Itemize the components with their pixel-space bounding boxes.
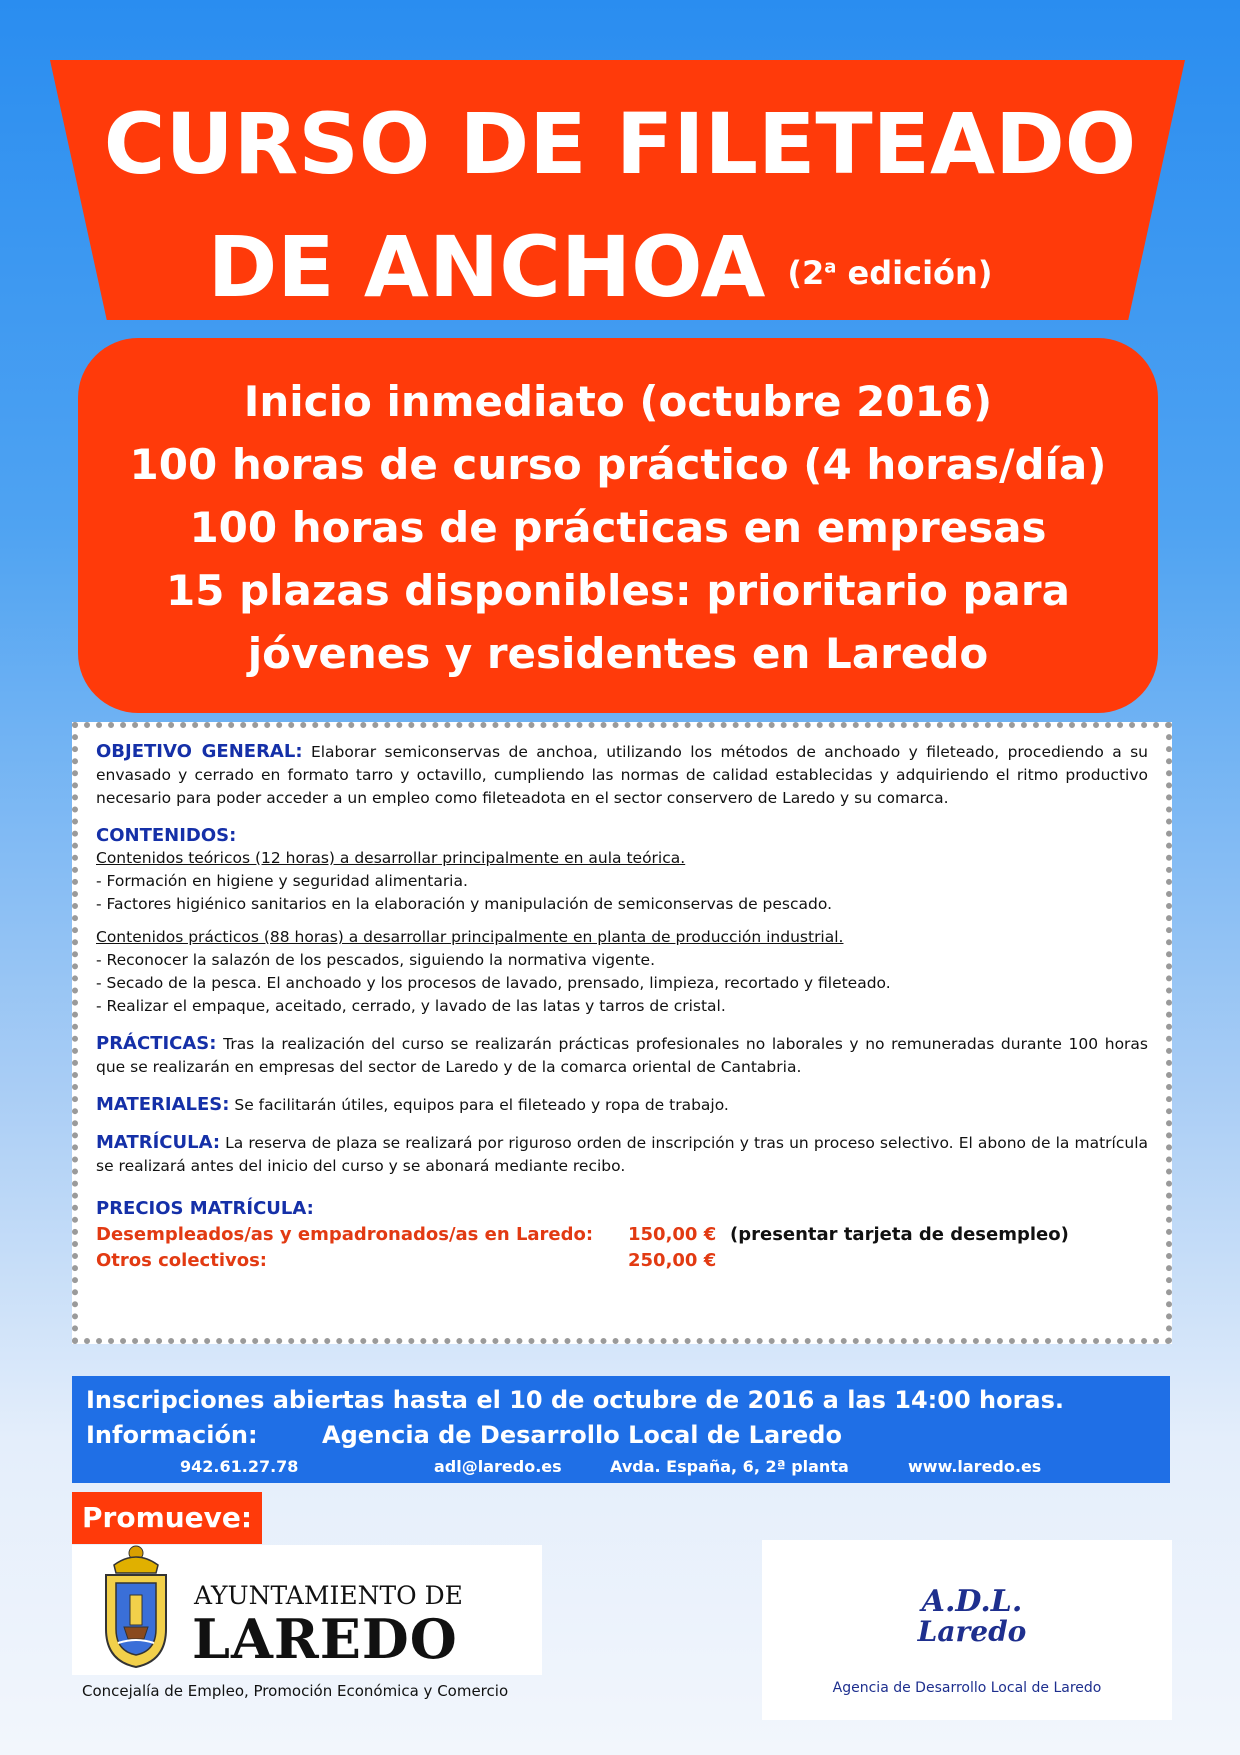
price-note: (presentar tarjeta de desempleo) (730, 1224, 1069, 1245)
price-value: 250,00 € (628, 1250, 717, 1271)
course-title-anchoa: DE ANCHOA (207, 218, 766, 316)
deadline-text: Inscripciones abiertas hasta el 10 de octubre de 2016 a las 14:00 horas. (86, 1386, 1065, 1414)
matricula-label: MATRÍCULA: (96, 1132, 221, 1153)
ayuntamiento-title: AYUNTAMIENTO DE (194, 1581, 463, 1610)
teoricos-item: - Factores higiénico sanitarios en la elaboración y manipulación de semiconservas de pescado. (96, 895, 833, 913)
price-category: Desempleados/as y empadronados/as en Laredo: (96, 1224, 594, 1245)
email-link[interactable]: adl@laredo.es (434, 1457, 562, 1476)
precios-section (96, 1196, 1148, 1274)
practicas-text: Tras la realización del curso se realizarán prácticas profesionales no laborales y no remuneradas durante 100 horas que se realizarán en empresas del sector de Laredo y de la comarca oriental de Cantabria. (96, 1035, 1148, 1076)
precios-label: PRECIOS MATRÍCULA: (96, 1198, 314, 1219)
materiales-section (96, 1093, 1148, 1117)
edition-label: (2$^a$ edición) (787, 254, 993, 293)
price-category: Otros colectivos: (96, 1250, 267, 1271)
details-content (96, 740, 1148, 1274)
highlights-list (78, 370, 1158, 685)
course-title-line1: CURSO DE FILETEADO (103, 95, 1137, 193)
adl-caption: Agencia de Desarrollo Local de Laredo (832, 1680, 1102, 1696)
price-value: 150,00 € (628, 1224, 717, 1245)
highlight-line: Inicio inmediato (octubre 2016) (243, 377, 993, 426)
highlight-line: 100 horas de prácticas en empresas (189, 503, 1047, 552)
practicos-item: - Realizar el empaque, aceitado, cerrado, y lavado de las latas y tarros de cristal. (96, 997, 726, 1015)
info-label: Información: (86, 1421, 258, 1449)
highlight-line: jóvenes y residentes en Laredo (247, 629, 989, 678)
promueve-label: Promueve: (72, 1492, 262, 1544)
highlight-line: 100 horas de curso práctico (4 horas/día) (129, 440, 1107, 489)
contenidos-label: CONTENIDOS: (96, 825, 237, 846)
address-text: Avda. España, 6, 2ª planta (610, 1457, 849, 1476)
ayuntamiento-logo (72, 1545, 542, 1675)
teoricos-item: - Formación en higiene y seguridad alimentaria. (96, 872, 468, 890)
practicos-heading: Contenidos prácticos (88 horas) a desarrollar principalmente en planta de producción industrial. (96, 928, 844, 946)
price-row (96, 1248, 1148, 1274)
objetivo-section (96, 740, 1148, 810)
materiales-label: MATERIALES: (96, 1094, 230, 1115)
objetivo-text: Elaborar semiconservas de anchoa, utilizando los métodos de anchoado y fileteado, procediendo a su envasado y cerrado en formato tarro y octavillo, cumpliendo las normas de calidad establecidas y adquiriendo el ritmo productivo necesario para poder acceder a un empleo como fileteadota en el sector conservero de Laredo y su comarca. (96, 743, 1148, 807)
price-row (96, 1222, 1148, 1248)
coat-of-arms-icon (86, 1543, 186, 1671)
teoricos-heading: Contenidos teóricos (12 horas) a desarrollar principalmente en aula teórica. (96, 849, 686, 867)
website-link[interactable]: www.laredo.es (908, 1457, 1042, 1476)
contenidos-section (96, 824, 1148, 1018)
agency-name: Agencia de Desarrollo Local de Laredo (322, 1421, 842, 1449)
materiales-text: Se facilitarán útiles, equipos para el fileteado y ropa de trabajo. (234, 1096, 729, 1114)
ayuntamiento-name: LAREDO (192, 1607, 458, 1671)
adl-logo-panel (762, 1540, 1172, 1720)
adl-logo-line2: Laredo (917, 1615, 1027, 1648)
practicos-item: - Secado de la pesca. El anchoado y los procesos de lavado, prensado, limpieza, recortado y fileteado. (96, 974, 891, 992)
course-title-line2 (0, 218, 1220, 316)
practicas-section (96, 1032, 1148, 1079)
matricula-section (96, 1131, 1148, 1178)
contact-banner (72, 1376, 1170, 1483)
adl-logo (902, 1584, 1042, 1648)
concejalia-text: Concejalía de Empleo, Promoción Económica y Comercio (82, 1682, 509, 1700)
objetivo-label: OBJETIVO GENERAL: (96, 741, 303, 762)
matricula-text: La reserva de plaza se realizará por riguroso orden de inscripción y tras un proceso selectivo. El abono de la matrícula se realizará antes del inicio del curso y se abonará mediante recibo. (96, 1134, 1148, 1175)
practicos-item: - Reconocer la salazón de los pescados, siguiendo la normativa vigente. (96, 951, 655, 969)
adl-logo-line1: A.D.L. (921, 1584, 1023, 1619)
practicas-label: PRÁCTICAS: (96, 1033, 217, 1054)
highlight-line: 15 plazas disponibles: prioritario para (166, 566, 1070, 615)
phone-number: 942.61.27.78 (180, 1457, 299, 1476)
